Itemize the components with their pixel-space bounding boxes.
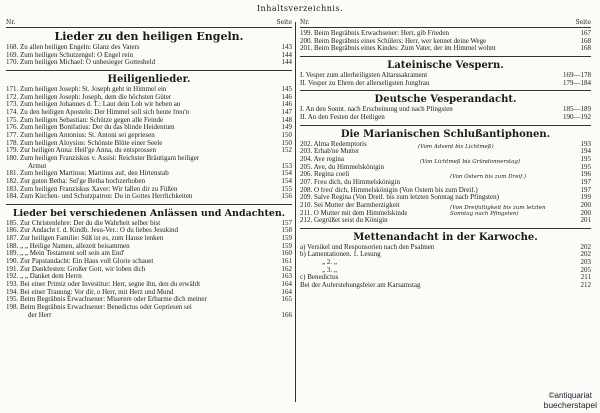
toc-entry [300,187,591,195]
entry-title: I. Vesper zum allerheiligsten Altarssakrament [300,71,428,79]
toc-entry [6,243,292,251]
toc-entry [300,259,591,267]
entry-title: 185. Zur Christenlehre: Der du die Wahrheit selber bist [6,219,161,227]
section-rule [300,228,591,229]
toc-entry [300,45,591,53]
entry-page: 159 [281,235,292,243]
toc-entry [6,155,292,163]
toc-entry [6,227,292,235]
toc-entry [6,304,292,312]
entry-page: 166 [281,311,292,319]
entry-page: 205 [580,266,591,274]
entry-page: 154 [281,177,292,185]
entry-title: 172. Zum heiligen Joseph: Joseph, dem die höchsten Güter [6,93,172,101]
section-heading-anlaesse: Lieder bei verschiedenen Anlässen und Andachten. [12,207,286,219]
entry-title: 176. Zum heiligen Bonifatius: Der du das blinde Heidentum [6,124,175,132]
toc-entry [6,147,292,155]
entry-page: 197 [580,178,591,186]
toc-entry [300,251,591,259]
entry-page: 147 [281,108,292,116]
entry-page: 168 [580,45,591,53]
column-header [6,18,292,27]
entry-title: der Herr [28,311,52,319]
entry-page: 212 [580,282,591,290]
entry-title: 206. Regina coeli [300,171,350,179]
toc-entry [6,52,292,60]
entry-title: b) Lamentationen. 1. Lesung [300,251,381,259]
entry-page: 199 [580,194,591,202]
entry-title: 171. Zum heiligen Joseph: St. Joseph geht in Himmel ein [6,85,167,93]
toc-entry [300,80,591,88]
entry-page: 169—178 [563,71,591,79]
toc-entry [300,171,591,179]
entry-page: 144 [281,59,292,67]
toc-entry [6,59,292,67]
entry-page: 156 [281,193,292,201]
entry-title: 179. Zur heiligen Anna: Heil'ge Anna, du entsprossen [6,147,156,155]
entry-title: 173. Zum heiligen Johannes d. T.: Laut dein Lob wir heben an [6,101,181,109]
entry-title: 169. Zum heiligen Schutzengel: O Engel rein [6,51,133,59]
season-note: (Von Lichtmeß bis Gründonnerstag) [420,158,521,165]
entry-title: 184. Zum Kirchen- und Schutzpatron: Du in Gottes Herrlichkeiten [6,193,193,201]
entry-title: II. Vesper zu Ehren der allerseligsten Jungfrau [300,79,430,87]
entry-title: 168. Zu allen heiligen Engeln: Glanz des Vaters [6,44,140,51]
entry-page: 194 [580,148,591,156]
entry-page: 148 [281,116,292,124]
entry-page: 160 [281,250,292,258]
entry-page: 203 [580,259,591,267]
season-note: (Von Dreifaltigkeit bis zum letzten Sonntag nach Pfingsten) [450,205,560,217]
toc-entry [300,114,591,122]
toc-entry [6,124,292,132]
toc-entry [6,101,292,109]
entry-title: 175. Zum heiligen Sebastian: Schütze gegen alle Feinde [6,116,164,124]
entry-page: 202 [580,243,591,251]
antiphon-list-4 [300,187,591,202]
section-heading-antiphonen: Die Marianischen Schlußantiphonen. [340,128,551,140]
toc-entry [6,258,292,266]
entry-title: „ 2. „ [322,259,337,267]
season-note: (Von Ostern bis zum Dreif.) [450,174,526,181]
entry-page: 200 [580,201,591,209]
antiphon-group-5 [300,202,591,225]
entry-page: 162 [281,265,292,273]
entry-page: 158 [281,227,292,235]
section-rule [6,70,292,71]
section-heading-engel: Lieder zu den heiligen Engeln. [54,30,244,43]
section-list-mettenandacht [300,244,591,290]
toc-entry [6,289,292,297]
entry-title: Armut [28,162,47,170]
toc-entry [6,109,292,117]
entry-page: 146 [281,101,292,109]
entry-page: 150 [281,131,292,139]
entry-title: 210. Sei Mutter der Barmherzigkeit [300,201,400,209]
entry-title: 189. „ „ Mein Testament soll sein am End' [6,250,125,258]
toc-entry [6,266,292,274]
toc-entry [6,163,292,171]
section-list-deutsche-vesper [300,106,591,121]
watermark-line-2: buecherstapel [543,400,597,410]
entry-page: 153 [281,162,292,170]
entry-title: 181. Zum heiligen Martinus: Martinus auf, den Hirtenstab [6,170,169,178]
entry-page: 195 [580,155,591,163]
toc-entry [300,282,591,290]
entry-title: 188. „ „ Heilige Namen, allezeit beisammen [6,242,130,250]
entry-title: 212. Gegrüßet seist du Königin [300,217,388,225]
entry-title: 207. Freu dich, du Himmelskönigin [300,178,400,186]
header-rule [300,27,591,28]
entry-title: 191. Zur Dankfesten: Großer Gott, wir loben dich [6,265,146,273]
entry-page: 143 [281,44,292,51]
entry-page: 168 [580,37,591,45]
section-list-begraebnis [300,30,591,53]
entry-page: 197 [580,186,591,194]
entry-title: 205. Ave, du Himmelskönigin [300,163,385,171]
entry-title: 182. Zur guten Betha: Sel'ge Betha hochzerhoben [6,177,146,185]
toc-entry [6,140,292,148]
toc-entry [6,296,292,304]
left-column [6,18,292,319]
entry-page: 196 [580,171,591,179]
entry-page: 190—192 [563,113,591,121]
section-rule [300,125,591,126]
entry-page: 161 [281,258,292,266]
entry-title: 187. Zur heiligen Familie: Süß ist es, zum Hause lenken [6,235,164,243]
toc-entry [300,274,591,282]
entry-page: 164 [281,281,292,289]
entry-title: 204. Ave regina [300,155,344,163]
seite-label: Seite [276,19,292,26]
entry-title: 199. Beim Begräbnis Erwachsener: Herr, gib Frieden [300,30,450,37]
season-note: (Vom Advent bis Lichtmeß) [418,143,494,150]
section-rule [6,204,292,205]
antiphon-group-1 [300,141,591,156]
entry-title: 198. Beim Begräbnis Erwachsener: Benedictus oder Gepriesen sei [6,304,192,312]
toc-entry [6,220,292,228]
toc-entry [300,38,591,46]
entry-page: 145 [281,85,292,93]
entry-page: 150 [281,139,292,147]
toc-entry [6,281,292,289]
entry-page: 157 [281,219,292,227]
entry-title: 193. Bei einer Primiz oder Investitur: Herr, segne ihn, den du erwählt [6,281,201,289]
entry-page: 154 [281,170,292,178]
entry-page [288,304,292,312]
toc-entry [6,44,292,52]
toc-entry [300,30,591,38]
entry-title: 192. „ „ Danket dem Herrn [6,273,82,281]
watermark-stamp [544,391,597,410]
entry-title: 195. Beim Begräbnis Erwachsener: Miserere oder Erbarme dich meiner [6,296,207,304]
header-rule [6,27,292,28]
right-column [300,18,591,290]
entry-title: 177. Zum heiligen Antonius: St. Antoni sei gepriesen [6,131,155,139]
entry-title: „ 3. „ [322,266,337,274]
entry-title: 183. Zum heiligen Franziskus Xaver: Wir fallen dir zu Füßen [6,185,178,193]
entry-page: 163 [281,273,292,281]
section-heading-deutsche-vesper: Deutsche Vesperandacht. [374,94,517,106]
nr-label: Nr. [300,19,310,26]
entry-title: 209. Salve Regina (Von Dreif. bis zum letzten Sonntag nach Pfingsten) [300,194,499,202]
toc-entry [300,217,591,225]
toc-entry [6,235,292,243]
entry-title: 190. Zur Papstandacht: Ein Haus voll Glorie schauet [6,258,154,266]
antiphon-list-3 [300,171,591,186]
antiphon-group-2 [300,156,591,171]
toc-entry [6,178,292,186]
entry-page: 193 [580,140,591,148]
toc-entry [6,170,292,178]
toc-entry [300,267,591,275]
entry-page: 195 [580,163,591,171]
entry-title: 180. Zum heiligen Franziskus v. Assisi: Reichster Bräutigam heiliger [6,154,200,162]
toc-entry [300,179,591,187]
entry-page: 159 [281,242,292,250]
entry-title: Bei der Auferstehungsfeier am Karsamstag [300,282,421,290]
entry-page: 155 [281,185,292,193]
entry-page: 185—189 [563,106,591,114]
entry-page: 211 [580,274,591,282]
entry-page: 164 [281,288,292,296]
entry-title: I. An den Sonnt. nach Erscheinung und nach Pfingsten [300,106,453,114]
entry-title: 178. Zum heiligen Aloysius: Schönste Blüte einer Seele [6,139,163,147]
entry-title: 203. Erhab'ne Mutter [300,148,360,156]
entry-page: 165 [281,296,292,304]
toc-entry [6,186,292,194]
entry-page: 202 [580,251,591,259]
toc-entry [6,312,292,320]
section-list-engel [6,44,292,67]
toc-entry [300,194,591,202]
toc-entry [300,106,591,114]
toc-entry [6,273,292,281]
entry-page: 200 [580,209,591,217]
page-title: Inhaltsverzeichnis. [256,4,344,13]
entry-page [288,155,292,163]
antiphon-group-3 [300,171,591,186]
section-list-anlaesse [6,220,292,320]
toc-entry [300,72,591,80]
column-header [300,18,591,27]
section-rule [300,90,591,91]
entry-title: 201. Beim Begräbnis eines Kindes: Zum Vater, der im Himmel wohnt [300,45,496,53]
entry-title: II. An den Festen der Heiligen [300,113,385,121]
entry-title: 208. O freu' dich, Himmelskönigin (Von Ostern bis zum Dreif.) [300,186,478,194]
entry-title: 202. Alma Redemptoris [300,140,367,148]
entry-title: 211. O Mutter mit dem Himmelskinde [300,209,408,217]
section-list-heiligenlieder [6,86,292,201]
entry-title: c) Benedictus [300,274,339,282]
nr-label: Nr. [6,19,16,26]
section-heading-mettenandacht: Mettenandacht in der Karwoche. [353,231,538,243]
entry-page: 149 [281,124,292,132]
section-heading-lateinische-vespern: Lateinische Vespern. [387,59,504,71]
entry-title: a) Versikel und Responsorien nach den Psalmen [300,243,435,251]
seite-label: Seite [575,19,591,26]
entry-page: 167 [580,30,591,37]
column-divider [295,22,296,402]
toc-entry [6,250,292,258]
entry-page: 144 [281,51,292,59]
section-heading-heiligenlieder: Heiligenlieder. [107,73,191,85]
entry-page: 146 [281,93,292,101]
toc-entry [6,86,292,94]
toc-entry [6,117,292,125]
entry-page: 201 [580,217,591,225]
entry-page: 179—184 [563,79,591,87]
entry-title: 200. Beim Begräbnis eines Schülers: Herr, wer kennet deine Wege [300,37,487,45]
watermark-line-1: ©antiquariat [548,391,592,400]
entry-title: 170. Zum heiligen Michael: O unbesieger Gottesheld [6,59,156,67]
toc-entry [6,94,292,102]
entry-title: 174. Zu den heiligen Aposteln: Der Himmel soll sich heute freu'n [6,108,190,116]
toc-entry [6,132,292,140]
section-list-lateinische-vespern [300,72,591,87]
entry-title: 186. Zur Andacht f. d. Kindh. Jesu-Ver.: O du liebes Jesukind [6,227,179,235]
entry-page: 152 [281,147,292,155]
toc-entry [300,244,591,252]
entry-title: 194. Bei einer Trauung: Vor dir, o Herr, mit Herz und Mund [6,288,174,296]
section-rule [300,56,591,57]
toc-entry [6,193,292,201]
